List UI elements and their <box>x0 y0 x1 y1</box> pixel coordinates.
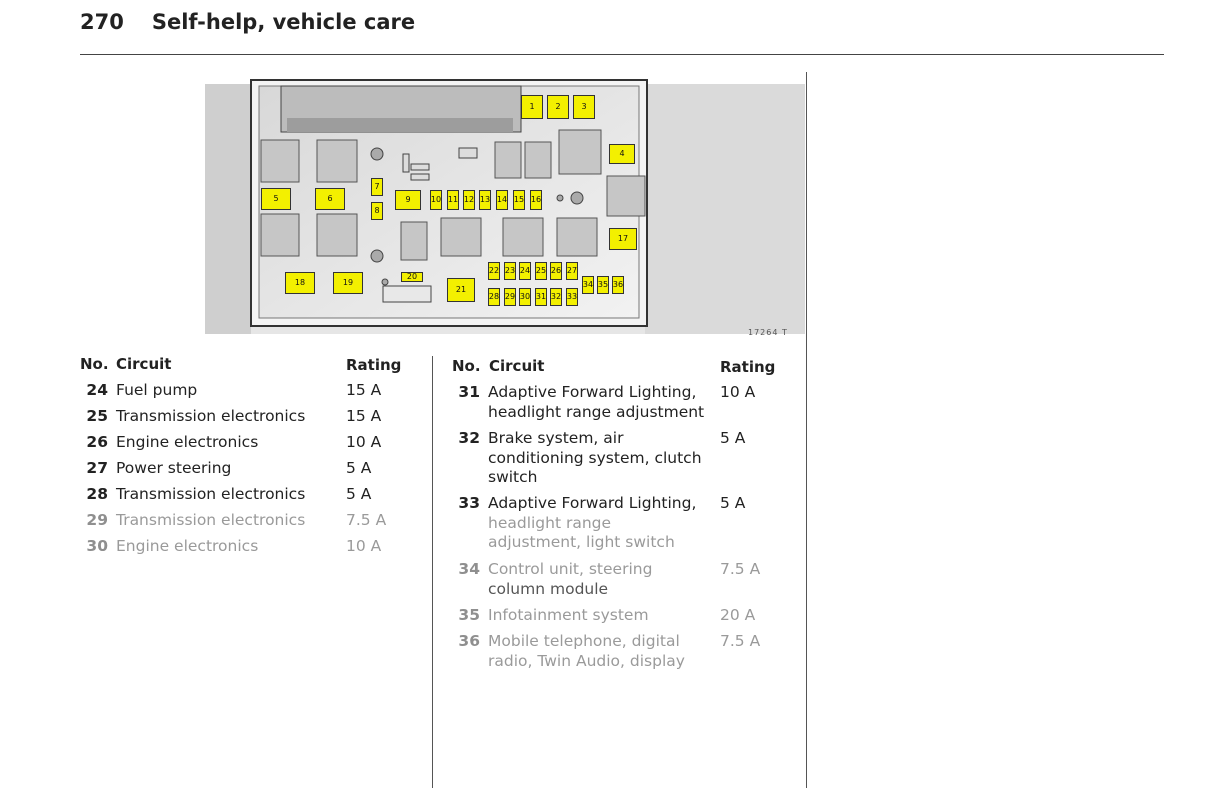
circuit-line: Mobile telephone, digital <box>488 632 680 650</box>
column-divider-right <box>806 72 807 788</box>
row-no: 29 <box>86 511 108 529</box>
row-no: 30 <box>86 537 108 555</box>
fuse-6: 6 <box>315 188 345 210</box>
row-circuit <box>488 429 702 488</box>
row-rating: 10 A <box>720 383 756 401</box>
fuse-14: 14 <box>496 190 508 210</box>
row-circuit <box>488 383 704 422</box>
row-circuit: Engine electronics <box>116 537 259 555</box>
fuse-9: 9 <box>395 190 421 210</box>
page-title: Self-help, vehicle care <box>151 10 416 34</box>
fuse-2: 2 <box>547 95 569 119</box>
row-rating: 7.5 A <box>346 511 387 529</box>
fuse-27: 27 <box>566 262 578 280</box>
right-header-rating: Rating <box>720 358 776 376</box>
left-header-circuit: Circuit <box>116 355 172 373</box>
row-no: 31 <box>458 383 480 401</box>
fuse-13: 13 <box>479 190 491 210</box>
fuse-21: 21 <box>447 278 475 302</box>
row-circuit: Transmission electronics <box>116 511 306 529</box>
circuit-line: Adaptive Forward Lighting, <box>488 494 697 512</box>
row-rating: 10 A <box>346 537 382 555</box>
fuse-32: 32 <box>550 288 562 306</box>
page-number: 270 <box>80 10 124 34</box>
row-circuit: Engine electronics <box>116 433 259 451</box>
right-header-circuit: Circuit <box>489 357 545 375</box>
figure-reference: 17264 T <box>748 328 788 337</box>
row-rating: 10 A <box>346 433 382 451</box>
fuse-31: 31 <box>535 288 547 306</box>
fuse-3: 3 <box>573 95 595 119</box>
circuit-line: Infotainment system <box>488 606 649 624</box>
row-rating: 15 A <box>346 407 382 425</box>
fuse-29: 29 <box>504 288 516 306</box>
left-header-no: No. <box>80 355 109 373</box>
column-divider-middle <box>432 356 433 788</box>
row-circuit <box>488 560 652 599</box>
row-rating: 20 A <box>720 606 756 624</box>
row-no: 36 <box>458 632 480 650</box>
fuse-12: 12 <box>463 190 475 210</box>
fuse-box-diagram <box>205 72 805 344</box>
row-circuit: Power steering <box>116 459 232 477</box>
fuse-28: 28 <box>488 288 500 306</box>
row-no: 33 <box>458 494 480 512</box>
circuit-line: radio, Twin Audio, display <box>488 651 685 670</box>
row-no: 32 <box>458 429 480 447</box>
row-no: 35 <box>458 606 480 624</box>
left-header-rating: Rating <box>346 356 402 374</box>
row-no: 26 <box>86 433 108 451</box>
fuse-23: 23 <box>504 262 516 280</box>
row-circuit <box>488 494 696 553</box>
row-circuit <box>488 632 685 671</box>
fuse-33: 33 <box>566 288 578 306</box>
fuse-30: 30 <box>519 288 531 306</box>
fuse-19: 19 <box>333 272 363 294</box>
fuse-18: 18 <box>285 272 315 294</box>
fuse-35: 35 <box>597 276 609 294</box>
row-rating: 15 A <box>346 381 382 399</box>
fuse-17: 17 <box>609 228 637 250</box>
row-rating: 7.5 A <box>720 560 761 578</box>
header-rule <box>80 54 1164 55</box>
row-circuit: Transmission electronics <box>116 485 306 503</box>
right-header-no: No. <box>452 357 481 375</box>
fuse-20: 20 <box>401 272 423 282</box>
row-circuit: Fuel pump <box>116 381 198 399</box>
circuit-line: Adaptive Forward Lighting, <box>488 383 697 401</box>
fuse-36: 36 <box>612 276 624 294</box>
row-no: 27 <box>86 459 108 477</box>
row-circuit: Transmission electronics <box>116 407 306 425</box>
row-rating: 5 A <box>720 429 746 447</box>
circuit-line: switch <box>488 468 538 486</box>
fuse-15: 15 <box>513 190 525 210</box>
fuse-4: 4 <box>609 144 635 164</box>
fuse-34: 34 <box>582 276 594 294</box>
fuse-25: 25 <box>535 262 547 280</box>
circuit-line: headlight range <box>488 513 612 532</box>
fuse-26: 26 <box>550 262 562 280</box>
row-no: 24 <box>86 381 108 399</box>
row-no: 28 <box>86 485 108 503</box>
row-rating: 7.5 A <box>720 632 761 650</box>
fuse-7: 7 <box>371 178 383 196</box>
fuse-1: 1 <box>521 95 543 119</box>
row-circuit <box>488 606 649 626</box>
circuit-line: conditioning system, clutch <box>488 448 702 467</box>
row-rating: 5 A <box>346 459 372 477</box>
circuit-line: column module <box>488 579 609 598</box>
fuse-11: 11 <box>447 190 459 210</box>
fuse-5: 5 <box>261 188 291 210</box>
circuit-line: Control unit, steering <box>488 560 653 578</box>
fuse-24: 24 <box>519 262 531 280</box>
row-no: 34 <box>458 560 480 578</box>
fuse-16: 16 <box>530 190 542 210</box>
circuit-line: Brake system, air <box>488 429 624 447</box>
circuit-line: adjustment, light switch <box>488 533 675 551</box>
fuse-22: 22 <box>488 262 500 280</box>
row-no: 25 <box>86 407 108 425</box>
row-rating: 5 A <box>346 485 372 503</box>
circuit-line: headlight range adjustment <box>488 402 705 421</box>
row-rating: 5 A <box>720 494 746 512</box>
fuse-10: 10 <box>430 190 442 210</box>
fuse-8: 8 <box>371 202 383 220</box>
page-header <box>80 10 415 40</box>
